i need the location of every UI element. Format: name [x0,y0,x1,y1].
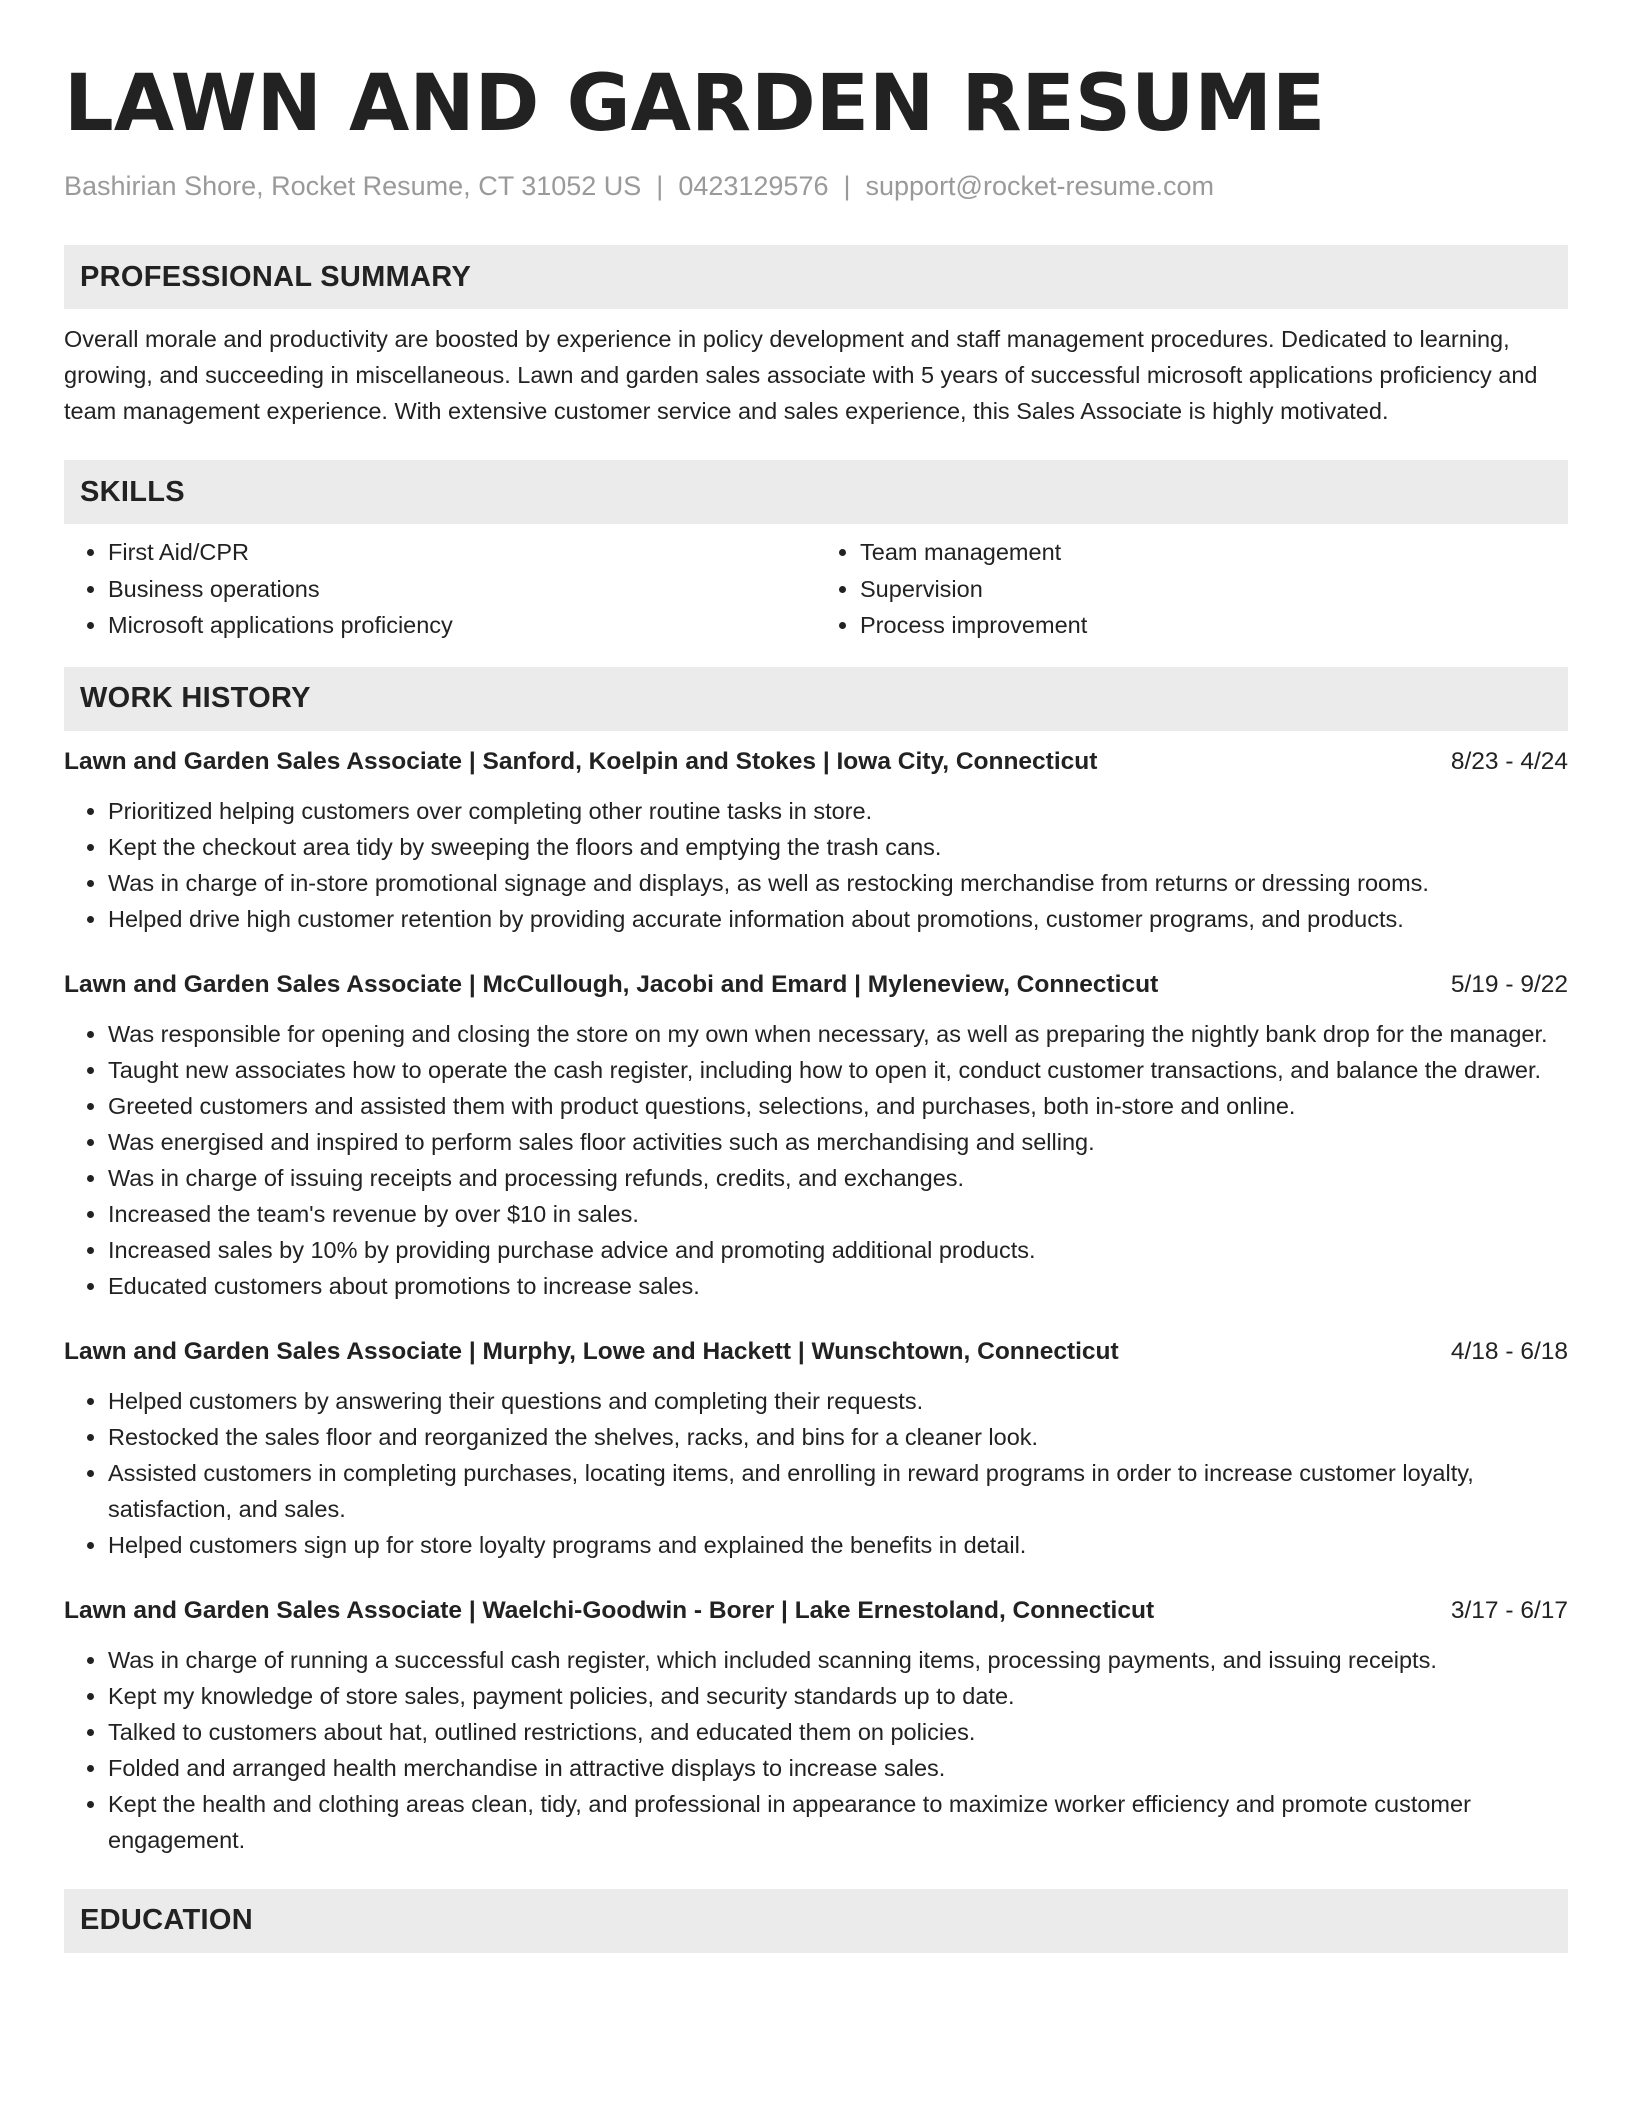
job-header [64,745,1568,779]
job-title: Lawn and Garden Sales Associate | Sanford, Koelpin and Stokes | Iowa City, Connecticut [64,747,1098,775]
job-bullet: • Kept the checkout area tidy by sweeping the floors and emptying the trash cans. [108,829,1568,865]
job-bullet: • Kept the health and clothing areas clean, tidy, and professional in appearance to maximize worker efficiency and promote customer engagement. [108,1786,1568,1858]
skill-item: • Supervision [860,571,1568,608]
job-bullet: • Was in charge of in-store promotional signage and displays, as well as restocking merchandise from returns or dressing rooms. [108,865,1568,901]
job-bullet: • Increased the team's revenue by over $10 in sales. [108,1196,1568,1232]
section-heading-work-history: WORK HISTORY [64,667,1568,731]
job-entry [64,1335,1568,1563]
job-bullet: • Taught new associates how to operate the cash register, including how to open it, conduct customer transactions, and balance the drawer. [108,1052,1568,1088]
job-entry [64,968,1568,1304]
job-bullet: • Helped drive high customer retention by providing accurate information about promotions, customer programs, and products. [108,901,1568,937]
contact-separator: | [843,171,851,201]
job-bullet: • Helped customers by answering their questions and completing their requests. [108,1383,1568,1419]
section-heading-skills: SKILLS [64,460,1568,524]
skill-item: • First Aid/CPR [108,534,816,571]
job-header [64,1335,1568,1369]
skills-list [64,534,1568,644]
job-bullet: • Talked to customers about hat, outlined restrictions, and educated them on policies. [108,1714,1568,1750]
job-bullet: • Restocked the sales floor and reorganized the shelves, racks, and bins for a cleaner look. [108,1419,1568,1455]
contact-email: support@rocket-resume.com [865,171,1215,201]
contact-line [64,168,1568,204]
job-entry [64,745,1568,937]
skill-item: • Microsoft applications proficiency [108,607,816,644]
job-title: Lawn and Garden Sales Associate | Waelchi-Goodwin - Borer | Lake Ernestoland, Connecticut [64,1596,1155,1624]
job-entry [64,1594,1568,1858]
contact-address: Bashirian Shore, Rocket Resume, CT 31052 US [64,171,642,201]
resume-title: LAWN AND GARDEN RESUME [64,59,1326,149]
section-heading-summary: PROFESSIONAL SUMMARY [64,245,1568,309]
job-bullet: • Educated customers about promotions to increase sales. [108,1268,1568,1304]
job-header [64,1594,1568,1628]
job-bullet: • Increased sales by 10% by providing purchase advice and promoting additional products. [108,1232,1568,1268]
contact-separator: | [656,171,664,201]
job-bullet: • Was responsible for opening and closing the store on my own when necessary, as well as preparing the nightly bank drop for the manager. [108,1016,1568,1052]
job-title: Lawn and Garden Sales Associate | Murphy, Lowe and Hackett | Wunschtown, Connecticut [64,1337,1119,1365]
job-bullet: • Was in charge of issuing receipts and processing refunds, credits, and exchanges. [108,1160,1568,1196]
job-bullet: • Assisted customers in completing purchases, locating items, and enrolling in reward programs in order to increase customer loyalty, satisfaction, and sales. [108,1455,1568,1527]
section-heading-education: EDUCATION [64,1889,1568,1953]
job-bullets [64,1016,1568,1304]
job-bullet: • Helped customers sign up for store loyalty programs and explained the benefits in detail. [108,1527,1568,1563]
job-title: Lawn and Garden Sales Associate | McCullough, Jacobi and Emard | Myleneview, Connecticut [64,970,1159,998]
job-bullet: • Was in charge of running a successful cash register, which included scanning items, processing payments, and issuing receipts. [108,1642,1568,1678]
job-dates: 5/19 - 9/22 [1450,970,1568,998]
job-bullet: • Kept my knowledge of store sales, payment policies, and security standards up to date. [108,1678,1568,1714]
job-dates: 8/23 - 4/24 [1450,747,1568,775]
job-bullets [64,1642,1568,1858]
contact-phone: 0423129576 [678,171,829,201]
skill-item: • Process improvement [860,607,1568,644]
job-header [64,968,1568,1002]
job-bullet: • Was energised and inspired to perform sales floor activities such as merchandising and selling. [108,1124,1568,1160]
skill-item: • Business operations [108,571,816,608]
skills-column-right [816,534,1568,644]
job-bullet: • Prioritized helping customers over completing other routine tasks in store. [108,793,1568,829]
summary-text: Overall morale and productivity are boosted by experience in policy development and staff management procedures. Dedicated to learning, growing, and succeeding in miscellaneous. Lawn and garden sales associate with 5 years of successful microsoft applications proficiency and team management experience. With extensive customer service and sales experience, this Sales Associate is highly motivated. [64,326,1538,424]
job-bullet: • Greeted customers and assisted them with product questions, selections, and purchases, both in-store and online. [108,1088,1568,1124]
job-bullets [64,1383,1568,1563]
job-dates: 3/17 - 6/17 [1450,1596,1568,1624]
skills-column-left [64,534,816,644]
job-dates: 4/18 - 6/18 [1450,1337,1568,1365]
skill-item: • Team management [860,534,1568,571]
job-bullet: • Folded and arranged health merchandise in attractive displays to increase sales. [108,1750,1568,1786]
job-bullets [64,793,1568,937]
